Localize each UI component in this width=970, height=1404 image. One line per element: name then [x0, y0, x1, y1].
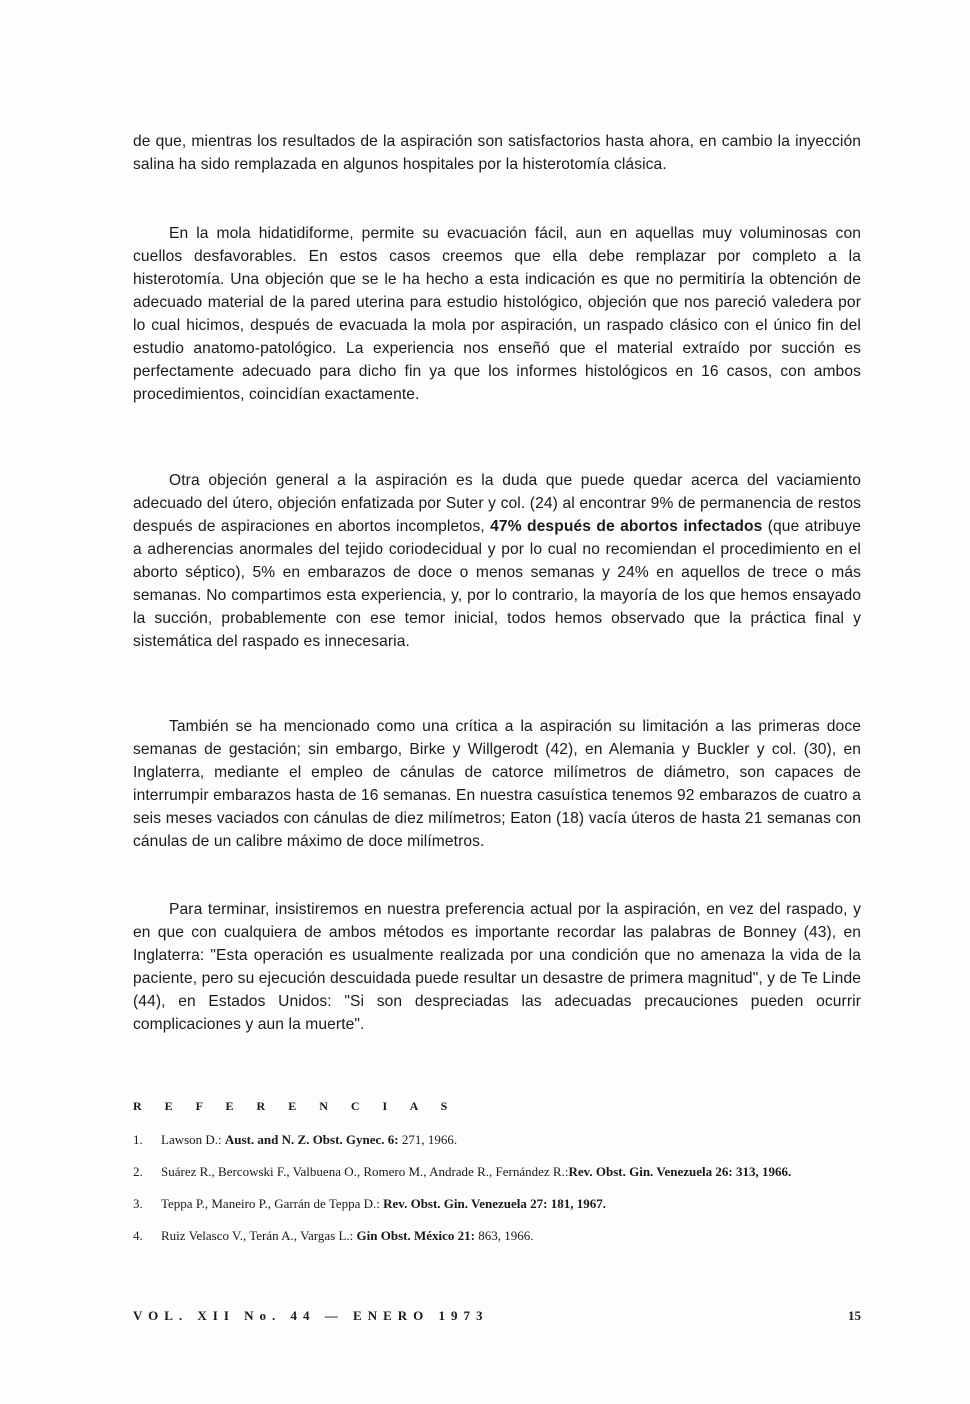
- paragraph-limitation: También se ha mencionado como una crítica a la aspiración su limitación a las primeras doce semanas de gestación; sin embargo, Birke y Willgerodt (42), en Alemania y Buckler y col. (30), en Inglaterra, mediante el empleo de cánulas de catorce milímetros de diámetro, son capaces de interrumpir embarazos hasta de 16 semanas. En nuestra casuística tenemos 92 embarazos de cuatro a seis meses vaciados con cánulas de diez milímetros; Eaton (18) vacía úteros de hasta 21 semanas con cánulas de un calibre máximo de doce milímetros.: [133, 718, 861, 850]
- reference-source: Gin Obst. México 21:: [356, 1228, 479, 1243]
- references-heading: R E F E R E N C I A S: [133, 1099, 458, 1113]
- paragraph-objection-text-before: Otra objeción general a la aspiración es la duda que puede quedar acerca del vaciamiento adecuado del útero, objeción enfatizada por Suter y col. (24) al encontrar 9% de permanencia de restos después de aspiraciones en abortos incompletos,: [133, 472, 861, 535]
- reference-authors: Suárez R., Bercowski F., Valbuena O., Romero M., Andrade R., Fernández R.:: [161, 1164, 569, 1179]
- reference-number: 2.: [133, 1164, 143, 1179]
- reference-number: 4.: [133, 1228, 143, 1243]
- reference-authors: Lawson D.:: [161, 1132, 225, 1147]
- paragraph-mola: En la mola hidatidiforme, permite su evacuación fácil, aun en aquellas muy voluminosas con cuellos desfavorables. En estos casos creemos que ella debe remplazar por completo a la histerotomía. Una objeción que se le ha hecho a esta indicación es que no permitiría la obtención de adecuado material de la pared uterina para estudio histológico, objeción que nos pareció valedera por lo cual hicimos, después de evacuada la mola por aspiración, un raspado clásico con el único fin del estudio anatomo-patológico. La experiencia nos enseñó que el material extraído por succión es perfectamente adecuado para dicho fin ya que los informes histológicos en 16 casos, con ambos procedimientos, coincidían exactamente.: [133, 225, 861, 403]
- reference-source: Rev. Obst. Gin. Venezuela 27: 181, 1967.: [383, 1196, 606, 1211]
- paragraph-objection-text-after: (que atribuye a adherencias anormales del tejido coriodecidual y por lo cual no recomiendan el procedimiento en el aborto séptico), 5% en embarazos de doce o menos semanas y 24% en aquellos de trece o más semanas. No compartimos esta experiencia, y, por lo contrario, la mayoría de los que hemos ensayado la succión, probablemente con ese temor inicial, todos hemos observado que la práctica final y sistemática del raspado es innecesaria.: [133, 518, 861, 650]
- paragraph-conclusion: Para terminar, insistiremos en nuestra preferencia actual por la aspiración, en vez del raspado, y en que con cualquiera de ambos métodos es importante recordar las palabras de Bonney (43), en Inglaterra: "Esta operación es usualmente realizada por una condición que no amenaza la vida de la paciente, pero su ejecución descuidada puede resultar un desastre de primera magnitud", y de Te Linde (44), en Estados Unidos: "Si son despreciadas las adecuadas precauciones pueden ocurrir complicaciones y aun la muerte".: [133, 901, 861, 1033]
- reference-source: Aust. and N. Z. Obst. Gynec. 6:: [224, 1132, 402, 1147]
- reference-item: [133, 1131, 861, 1149]
- reference-authors: Ruiz Velasco V., Terán A., Vargas L.:: [161, 1228, 357, 1243]
- references-list: [133, 1131, 861, 1259]
- reference-number: 1.: [133, 1132, 143, 1147]
- paragraph-objection: [133, 469, 861, 653]
- reference-number: 3.: [133, 1196, 143, 1211]
- paragraph-objection-bold: 47% después de abortos infectados: [490, 518, 763, 535]
- paragraph-continuation: de que, mientras los resultados de la aspiración son satisfactorios hasta ahora, en cambio la inyección salina ha sido remplazada en algunos hospitales por la histerotomía clásica.: [133, 133, 861, 173]
- reference-tail: 271, 1966.: [401, 1132, 458, 1147]
- reference-source: Rev. Obst. Gin. Venezuela 26: 313, 1966.: [568, 1164, 792, 1179]
- reference-authors: Teppa P., Maneiro P., Garrán de Teppa D.:: [161, 1196, 384, 1211]
- reference-item: [133, 1195, 861, 1213]
- reference-tail: 863, 1966.: [478, 1228, 534, 1243]
- reference-item: [133, 1163, 861, 1181]
- journal-volume-issue: VOL. XII No. 44 — ENERO 1973: [133, 1308, 489, 1323]
- page-footer: [133, 1308, 861, 1324]
- page-number: 15: [848, 1308, 861, 1323]
- reference-item: [133, 1227, 861, 1245]
